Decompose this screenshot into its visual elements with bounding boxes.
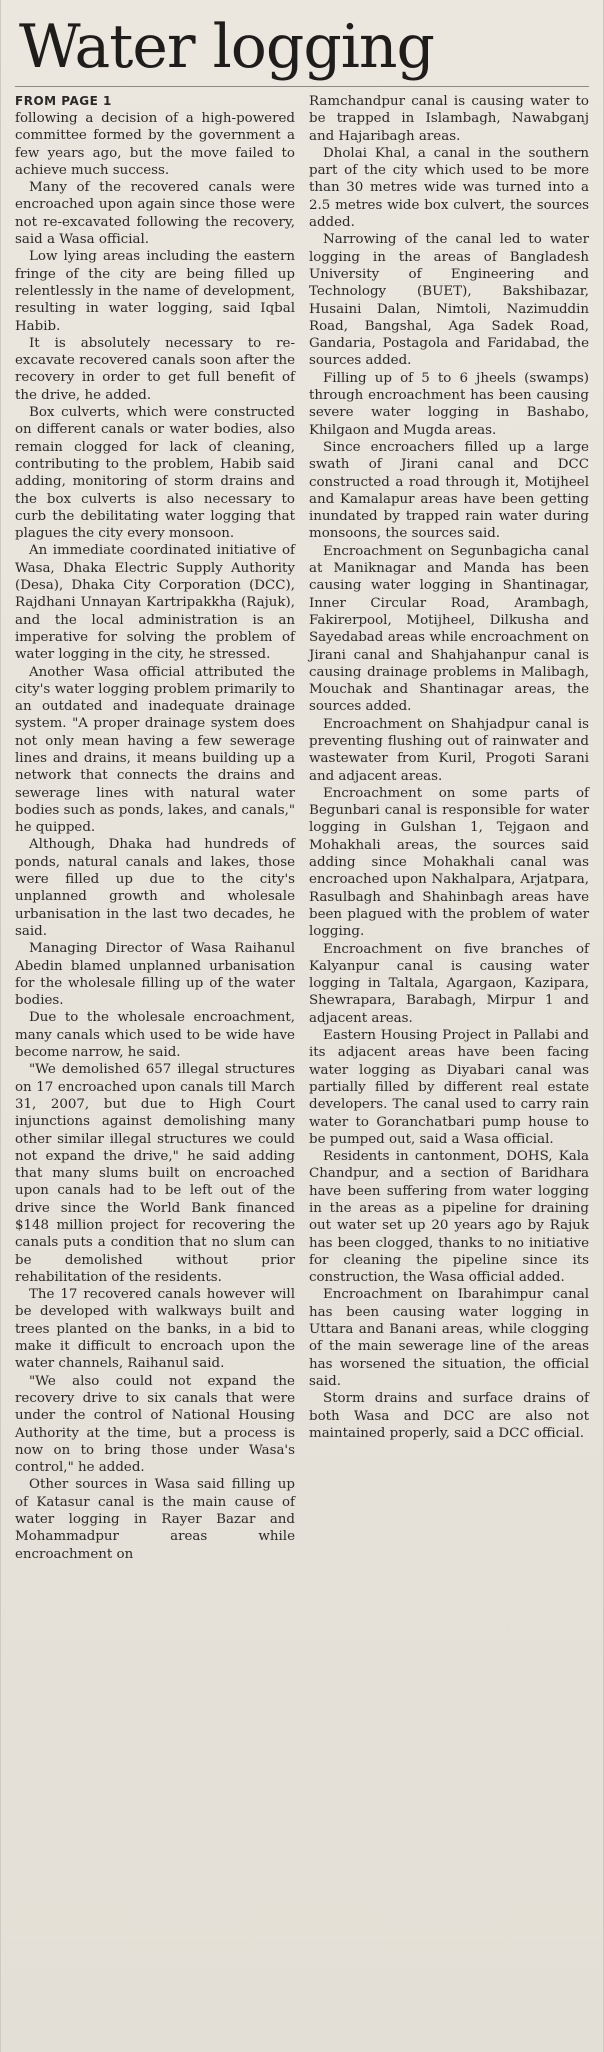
paragraph: Eastern Housing Project in Pallabi and its adjacent areas have been facing water logging as Diyabari canal was partially filled by different real estate developers. The canal used to carry rain water to Goranchatbari pump house to be pumped out, said a Wasa official. (309, 1028, 589, 1147)
paragraph: Although, Dhaka had hundreds of ponds, natural canals and lakes, those were filled up due to the city's unplanned growth and wholesale urbanisation in the last two decades, he said. (15, 837, 295, 939)
column-left (15, 93, 295, 1563)
paragraph: Encroachment on some parts of Begunbari canal is responsible for water logging in Gulshan 1, Tejgaon and Mohakhali areas, the sources said adding since Mohakhali canal was encroached upon Nakhalpara, Arjatpara, Rasulbagh and Shahinbagh areas have been plagued with the problem of water logging. (309, 785, 589, 940)
paragraph: Due to the wholesale encroachment, many canals which used to be wide have become narrow, he said. (15, 1010, 295, 1061)
paragraph: An immediate coordinated initiative of Wasa, Dhaka Electric Supply Authority (Desa), Dhaka City Corporation (DCC), Rajdhani Unnayan Kartripakkha (Rajuk), and the local administration is an imperative for solving the problem of water logging in the city, he stressed. (15, 543, 295, 663)
paragraph: Filling up of 5 to 6 jheels (swamps) through encroachment has been causing severe water logging in Bashabo, Khilgaon and Mugda areas. (309, 370, 589, 438)
paragraph: Dholai Khal, a canal in the southern part of the city which used to be more than 30 metres wide was turned into a 2.5 metres wide box culvert, the sources added. (309, 145, 589, 231)
jump-label: FROM PAGE 1 (15, 94, 112, 108)
headline: Water logging (19, 12, 434, 82)
paragraph: "We demolished 657 illegal structures on 17 encroached upon canals till March 31, 2007, but due to High Court injunctions against demolishing many other similar illegal structures we could not expand the drive," he said adding that many slums built on encroached upon canals had to be left out of the drive since the World Bank financed $148 million project for recovering the canals puts a condition that no slum can be demolished without prior rehabilitation of the residents. (15, 1062, 295, 1285)
paragraph: Encroachment on Ibarahimpur canal has been causing water logging in Uttara and Banani areas, while clogging of the main sewerage line of the areas has worsened the situation, the official said. (309, 1287, 589, 1389)
paragraph: Since encroachers filled up a large swath of Jirani canal and DCC constructed a road through it, Motijheel and Kamalapur areas have been getting inundated by trapped rain water during monsoons, the sources said. (309, 439, 589, 542)
paragraph: Ramchandpur canal is causing water to be trapped in Islambagh, Nawabganj and Hajaribagh areas. (309, 94, 589, 144)
paragraph: "We also could not expand the recovery drive to six canals that were under the control of National Housing Authority at the time, but a process is now on to bring those under Wasa's control," he added. (15, 1373, 295, 1476)
paragraph: Residents in cantonment, DOHS, Kala Chandpur, and a section of Baridhara have been suffering from water logging in the areas as a pipeline for draining out water set up 20 years ago by Rajuk has been clogged, thanks to no initiative for cleaning the pipeline since its construction, the Wasa official added. (309, 1149, 589, 1286)
paragraph: The 17 recovered canals however will be developed with walkways built and trees planted on the banks, in a bid to make it difficult to encroach upon the water channels, Raihanul said. (15, 1287, 295, 1372)
paragraph: Many of the recovered canals were encroached upon again since those were not re-excavated following the recovery, said a Wasa official. (15, 180, 295, 248)
paragraph: Another Wasa official attributed the city's water logging problem primarily to an outdated and inadequate drainage system. "A proper drainage system does not only mean having a few sewerage lines and drains, it means building up a network that connects the drains and sewerage lines with natural water bodies such as ponds, lakes, and canals," he quipped. (15, 664, 295, 836)
paragraph: Encroachment on five branches of Kalyanpur canal is causing water logging in Taltala, Agargaon, Kazipara, Shewrapara, Barabagh, Mirpur 1 and adjacent areas. (309, 941, 589, 1026)
paragraph: It is absolutely necessary to re-excavate recovered canals soon after the recovery in order to get full benefit of the drive, he added. (15, 335, 295, 403)
paragraph: Other sources in Wasa said filling up of Katasur canal is the main cause of water logging in Rayer Bazar and Mohammadpur areas while encroachment on (15, 1477, 295, 1562)
paragraph: Storm drains and surface drains of both Wasa and DCC are also not maintained properly, said a DCC official. (309, 1391, 589, 1441)
paragraph: Managing Director of Wasa Raihanul Abedin blamed unplanned urbanisation for the wholesale filling up of the water bodies. (15, 941, 295, 1009)
paragraph: Low lying areas including the eastern fringe of the city are being filled up relentlessly in the name of development, resulting in water logging, said Iqbal Habib. (15, 249, 295, 334)
paragraph: Encroachment on Shahjadpur canal is preventing flushing out of rainwater and wastewater from Kuril, Progoti Sarani and adjacent areas. (309, 716, 589, 784)
column-right (309, 93, 589, 1563)
headline-rule (15, 86, 589, 87)
paragraph: Encroachment on Segunbagicha canal at Maniknagar and Manda has been causing water logging in Shantinagar, Inner Circular Road, Arambagh, Fakirerpool, Motijheel, Dilkusha and Sayedabad areas while encroachment on Jirani canal and Shahjahanpur canal is causing drainage problems in Malibagh, Mouchak and Shantinagar areas, the sources added. (309, 543, 589, 715)
paragraph: Box culverts, which were constructed on different canals or water bodies, also remain clogged for lack of cleaning, contributing to the problem, Habib said adding, monitoring of storm drains and the box culverts is also necessary to curb the debilitating water logging that plagues the city every monsoon. (15, 405, 295, 542)
paragraph: following a decision of a high-powered committee formed by the government a few years ago, but the move failed to achieve much success. (15, 111, 295, 178)
paragraph: Narrowing of the canal led to water logging in the areas of Bangladesh University of Engineering and Technology (BUET), Bakshibazar, Husaini Dalan, Nimtoli, Nazimuddin Road, Bangshal, Aga Sadek Road, Gandaria, Postagola and Faridabad, the sources added. (309, 232, 589, 369)
article-columns (15, 93, 589, 1563)
